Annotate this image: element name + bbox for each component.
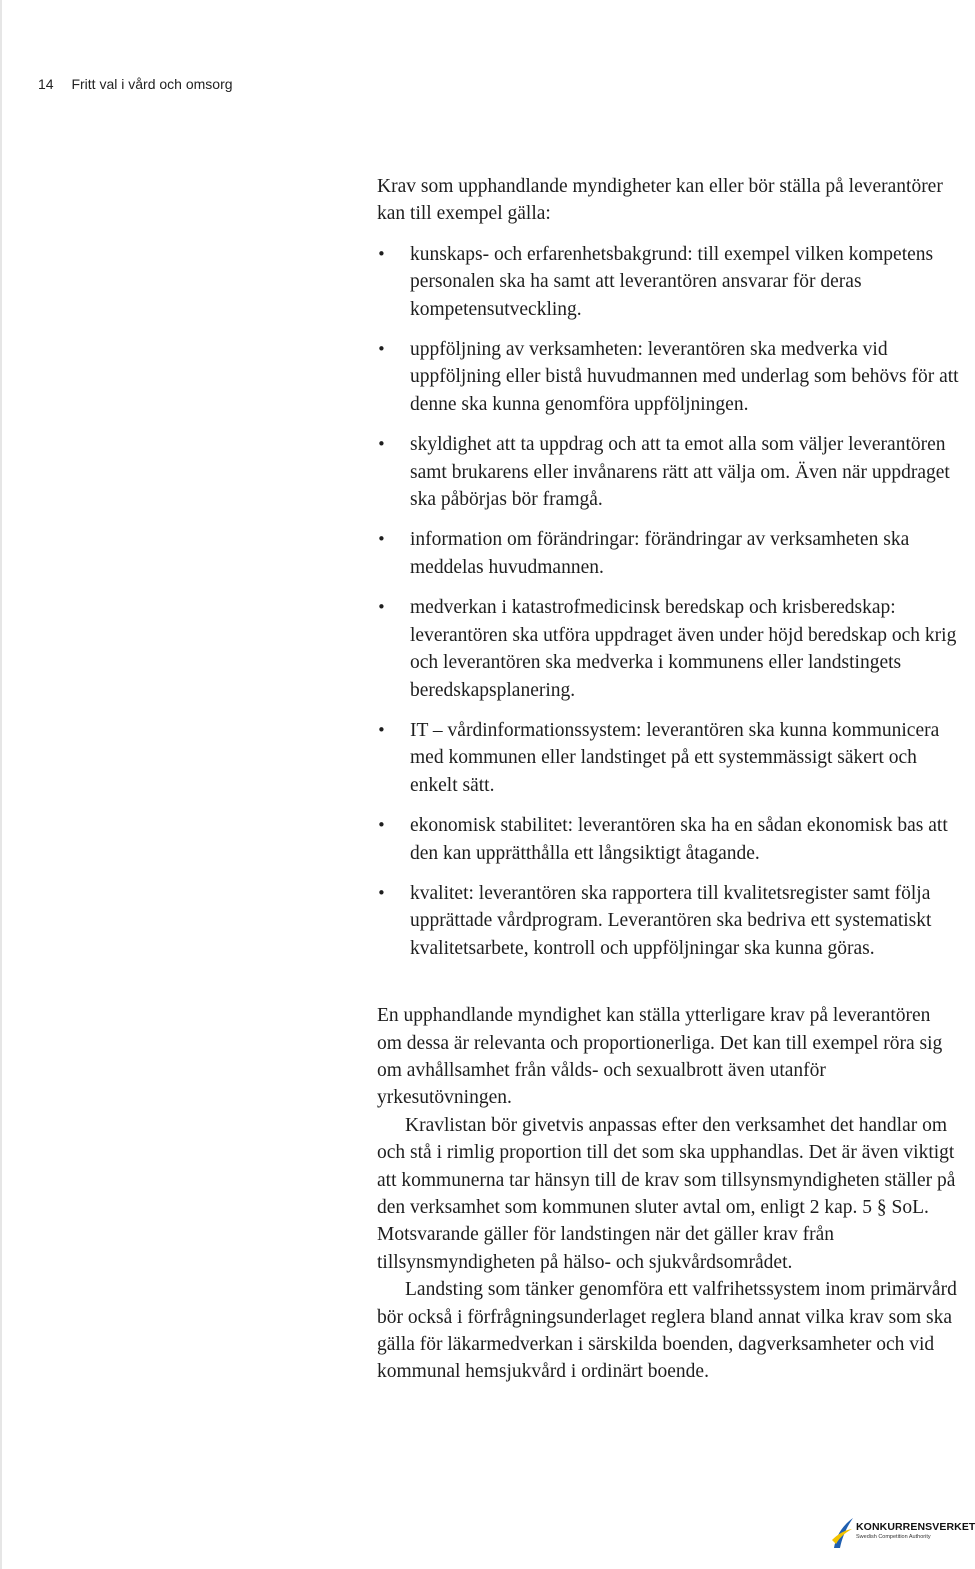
list-item-text: kunskaps- och erfarenhetsbakgrund: till exempel vilken kompetens personalen ska ha samt att leverantören ansvarar för deras kompetensutveckling. xyxy=(410,243,934,320)
page-header xyxy=(38,76,233,92)
list-item-text: skyldighet att ta uppdrag och att ta emot alla som väljer leverantören samt brukarens eller invånarens rätt att välja om. Även när uppdraget ska påbörjas bör framgå. xyxy=(410,434,950,511)
bullet-icon: • xyxy=(377,883,386,902)
bullet-icon: • xyxy=(377,530,386,549)
logo-wordmark: KONKURRENSVERKET xyxy=(856,1521,975,1533)
intro-text: Krav som upphandlande myndigheter kan eller bör ställa på leverantörer kan till exempel gälla: xyxy=(377,176,943,225)
list-item xyxy=(377,241,960,323)
list-item-text: uppföljning av verksamheten: leverantören ska medverka vid uppföljning eller bistå huvudmannen med underlag som behövs för att denne ska kunna genomföra uppföljningen. xyxy=(410,339,959,415)
konkurrensverket-logo xyxy=(832,1515,975,1557)
body-paragraph: En upphandlande myndighet kan ställa ytterligare krav på leverantören om dessa är relevanta och proportionerliga. Det kan till exempel röra sig om avhållsamhet från vålds- och sexualbrott även utanför yrkesutövningen. xyxy=(377,1005,943,1109)
bullet-icon: • xyxy=(377,816,386,835)
bullet-icon: • xyxy=(377,598,386,617)
logo-mark-icon xyxy=(832,1516,854,1550)
list-item-text: information om förändringar: förändringar av verksamheten ska meddelas huvudmannen. xyxy=(410,529,910,578)
list-item-text: medverkan i katastrofmedicinsk beredskap och krisberedskap: leverantören ska utföra uppdraget även under höjd beredskap och krig och leverantören ska medverka i kommunens eller landstingets beredskapsplanering. xyxy=(410,597,957,701)
list-item-text: ekonomisk stabilitet: leverantören ska ha en sådan ekonomisk bas att den kan upprätthålla ett långsiktigt åtagande. xyxy=(410,815,948,864)
logo-subtitle: Swedish Competition Authority xyxy=(856,1534,931,1540)
list-item xyxy=(377,336,960,418)
bullet-icon: • xyxy=(377,340,386,359)
list-item xyxy=(377,717,960,799)
list-item xyxy=(377,431,960,513)
body-paragraph: Kravlistan bör givetvis anpassas efter den verksamhet det handlar om och stå i rimlig proportion till det som ska upphandlas. Det är även viktigt att kommunerna tar hänsyn till de krav som tillsynsmyndigheten ställer på den verksamhet som kommunen sluter avtal om, enligt 2 kap. 5 § SoL. Motsvarande gäller för landstingen när det gäller krav från tillsynsmyndigheten på hälso- och sjukvårdsområdet. xyxy=(377,1114,956,1273)
list-item-text: kvalitet: leverantören ska rapportera till kvalitetsregister samt följa upprättade vårdprogram. Leverantören ska bedriva ett systematiskt kvalitetsarbete, kontroll och uppföljningar ska kunna göras. xyxy=(410,882,932,959)
bullet-icon: • xyxy=(377,720,386,739)
list-item-text: IT – vårdinformationssystem: leverantören ska kunna kommunicera med kommunen eller landstinget på ett systemmässigt säkert och enkelt sätt. xyxy=(410,719,940,796)
body-paragraph: Landsting som tänker genomföra ett valfrihetssystem inom primärvård bör också i förfrågningsunderlaget reglera bland annat vilka krav som ska gälla för läkarmedverkan i särskilda boenden, dagverksamheter och vid kommunal hemsjukvård i ordinärt boende. xyxy=(377,1279,957,1383)
list-item xyxy=(377,812,960,867)
list-item xyxy=(377,594,960,704)
page-edge-line xyxy=(0,0,2,1569)
list-item xyxy=(377,880,960,962)
bullet-icon: • xyxy=(377,244,386,263)
bullet-icon: • xyxy=(377,435,386,454)
body-text xyxy=(377,1002,960,1386)
page-number: 14 xyxy=(38,76,54,92)
running-title: Fritt val i vård och omsorg xyxy=(71,76,233,92)
main-content xyxy=(377,173,960,1386)
requirements-list xyxy=(377,241,960,962)
list-item xyxy=(377,526,960,581)
